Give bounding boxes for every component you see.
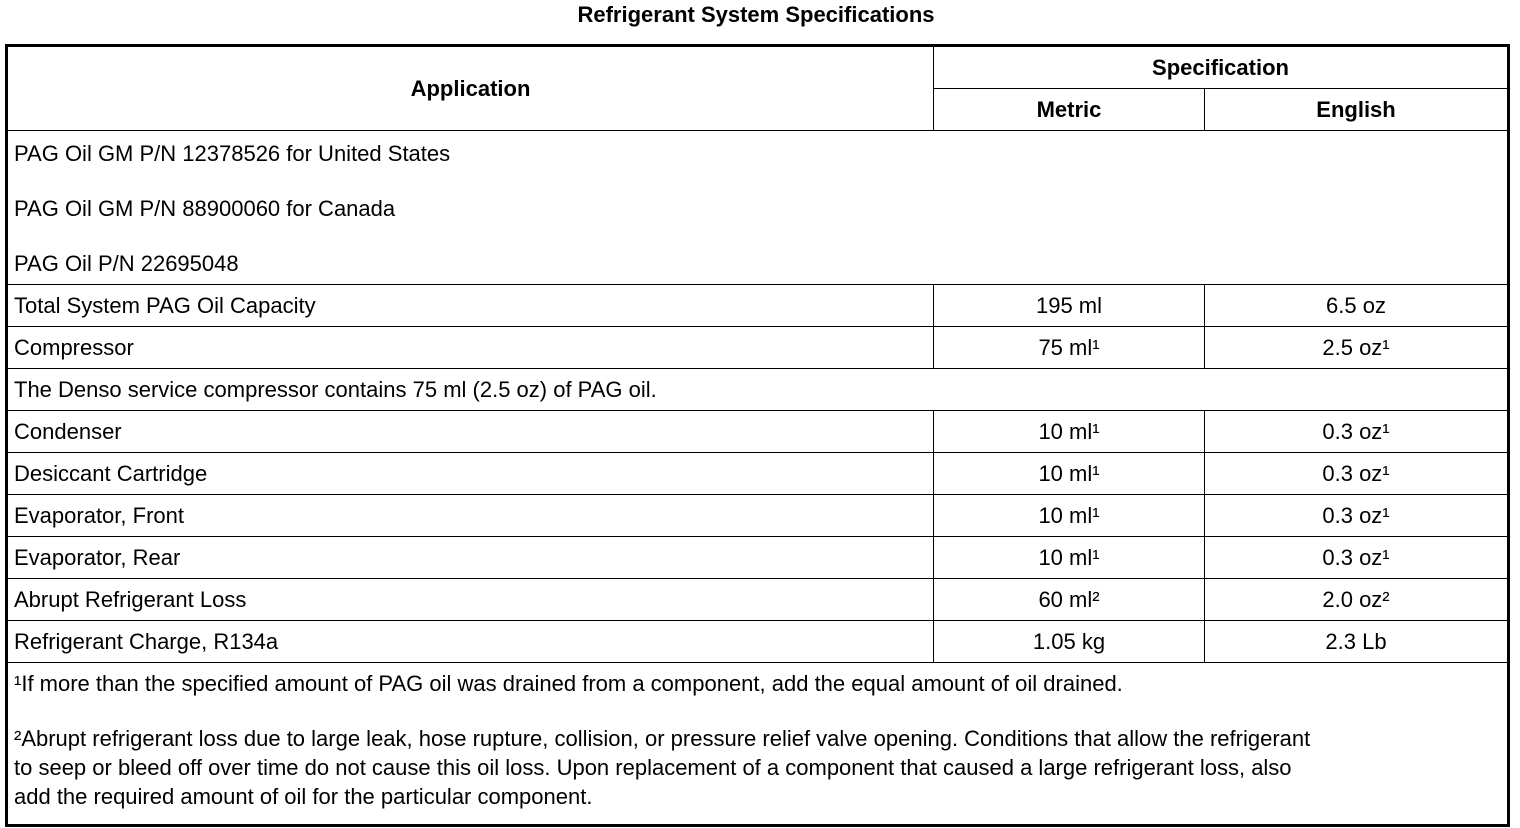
metric-cell: 60 ml² bbox=[934, 579, 1205, 621]
application-cell: Evaporator, Rear bbox=[7, 537, 934, 579]
table-row bbox=[7, 579, 1509, 621]
compressor-note: The Denso service compressor contains 75 ml (2.5 oz) of PAG oil. bbox=[7, 369, 1509, 411]
refrigerant-spec-table bbox=[5, 44, 1510, 827]
application-cell: Total System PAG Oil Capacity bbox=[7, 285, 934, 327]
metric-cell: 195 ml bbox=[934, 285, 1205, 327]
application-cell: Evaporator, Front bbox=[7, 495, 934, 537]
table-row bbox=[7, 327, 1509, 369]
metric-header: Metric bbox=[934, 89, 1205, 131]
metric-cell: 10 ml¹ bbox=[934, 537, 1205, 579]
specification-header: Specification bbox=[934, 46, 1509, 89]
footnotes-cell bbox=[7, 663, 1509, 826]
header-row-top bbox=[7, 46, 1509, 89]
application-cell: Compressor bbox=[7, 327, 934, 369]
metric-cell: 10 ml¹ bbox=[934, 411, 1205, 453]
english-cell: 0.3 oz¹ bbox=[1205, 411, 1509, 453]
english-cell: 0.3 oz¹ bbox=[1205, 453, 1509, 495]
table-row bbox=[7, 495, 1509, 537]
part-number-canada: PAG Oil GM P/N 88900060 for Canada bbox=[14, 196, 396, 221]
english-cell: 0.3 oz¹ bbox=[1205, 495, 1509, 537]
metric-cell: 75 ml¹ bbox=[934, 327, 1205, 369]
page-title: Refrigerant System Specifications bbox=[577, 2, 935, 27]
english-cell: 0.3 oz¹ bbox=[1205, 537, 1509, 579]
footnote-spacer bbox=[14, 698, 1501, 724]
footnote-2-line-3: add the required amount of oil for the particular component. bbox=[14, 784, 593, 809]
english-cell: 6.5 oz bbox=[1205, 285, 1509, 327]
application-header: Application bbox=[7, 46, 934, 131]
metric-cell: 1.05 kg bbox=[934, 621, 1205, 663]
table-row bbox=[7, 453, 1509, 495]
table-row bbox=[7, 621, 1509, 663]
english-cell: 2.0 oz² bbox=[1205, 579, 1509, 621]
part-number-us: PAG Oil GM P/N 12378526 for United States bbox=[14, 141, 451, 166]
application-cell: Condenser bbox=[7, 411, 934, 453]
part-numbers-cell bbox=[7, 131, 1509, 285]
metric-cell: 10 ml¹ bbox=[934, 453, 1205, 495]
table-row bbox=[7, 285, 1509, 327]
application-cell: Abrupt Refrigerant Loss bbox=[7, 579, 934, 621]
part-numbers-row bbox=[7, 131, 1509, 285]
english-cell: 2.5 oz¹ bbox=[1205, 327, 1509, 369]
table-note-row bbox=[7, 369, 1509, 411]
part-number-generic: PAG Oil P/N 22695048 bbox=[14, 251, 239, 276]
metric-cell: 10 ml¹ bbox=[934, 495, 1205, 537]
application-cell: Refrigerant Charge, R134a bbox=[7, 621, 934, 663]
table-row bbox=[7, 411, 1509, 453]
footnote-1: ¹If more than the specified amount of PAG oil was drained from a component, add the equal amount of oil drained. bbox=[14, 671, 1123, 696]
footnotes-row bbox=[7, 663, 1509, 826]
table-row bbox=[7, 537, 1509, 579]
footnote-2-line-1: ²Abrupt refrigerant loss due to large leak, hose rupture, collision, or pressure relief valve opening. Conditions that allow the refrigerant bbox=[14, 726, 1311, 751]
footnote-2-line-2: to seep or bleed off over time do not cause this oil loss. Upon replacement of a component that caused a large refrigerant loss, also bbox=[14, 755, 1292, 780]
english-header: English bbox=[1205, 89, 1509, 131]
application-cell: Desiccant Cartridge bbox=[7, 453, 934, 495]
english-cell: 2.3 Lb bbox=[1205, 621, 1509, 663]
